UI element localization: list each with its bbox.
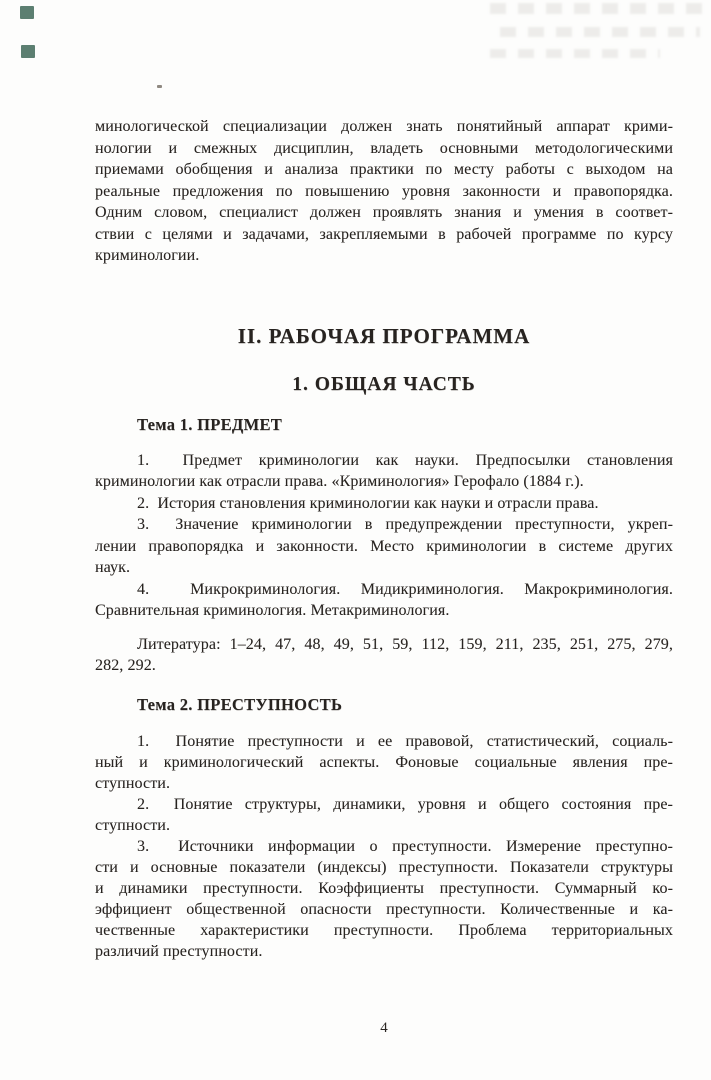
text-line: 2. История становления криминологии как науки и отрасли права. — [137, 494, 599, 512]
topic1-title: Тема 1. ПРЕДМЕТ — [137, 414, 283, 434]
text-line: ступности. — [95, 816, 171, 834]
text-line: криминологии как отрасли права. «Криминология» Герофало (1884 г.). — [95, 473, 584, 490]
literature-paragraph — [95, 634, 673, 677]
text-line: Сравнительная криминология. Метакриминология. — [95, 602, 450, 619]
topic2-items — [95, 731, 673, 962]
text-line: наук. — [95, 559, 131, 576]
text-column — [95, 0, 673, 962]
text-line: 1. Предмет криминологии как науки. Предпосылки становления — [137, 451, 673, 469]
text-line: сти и основные показатели (индексы) преступности. Показатели структуры — [95, 858, 673, 876]
text-line: ный и криминологический аспекты. Фоновые социальные явления пре- — [95, 753, 673, 771]
text-line: 3. Источники информации о преступности. Измерение преступно- — [137, 837, 673, 855]
section-heading: 1. ОБЩАЯ ЧАСТЬ — [292, 373, 476, 395]
text-line: чественные характеристики преступности. Проблема территориальных — [95, 921, 673, 939]
text-line: различий преступности. — [95, 942, 263, 960]
text-line: ступности. — [95, 774, 171, 792]
text-line: минологической специализации должен знать понятийный аппарат крими- — [95, 118, 673, 135]
text-line: ствии с целями и задачами, закрепляемыми в рабочей программе по курсу — [95, 225, 673, 243]
topic1-items — [95, 450, 673, 622]
text-line: криминологии. — [95, 247, 200, 264]
corner-mark — [21, 45, 35, 58]
page-number: 4 — [380, 1020, 388, 1036]
text-line: реальные предложения по повышению уровня законности и правопорядка. — [95, 182, 673, 200]
text-line: эффициент общественной опасности преступности. Количественные и ка- — [95, 900, 673, 918]
part-heading: II. РАБОЧАЯ ПРОГРАММА — [237, 323, 531, 348]
text-line: и динамики преступности. Коэффициенты преступности. Суммарный ко- — [95, 879, 673, 897]
text-line: лении правопорядка и законности. Место криминологии в системе других — [95, 537, 673, 555]
corner-mark — [20, 6, 34, 19]
text-line: 282, 292. — [95, 657, 156, 674]
text-line: 3. Значение криминологии в предупреждении преступности, укреп- — [137, 516, 673, 533]
text-line: приемами обобщения и анализа практики по месту работы с выходом на — [95, 161, 673, 178]
text-line: Литература: 1–24, 47, 48, 49, 51, 59, 112, 159, 211, 235, 251, 275, 279, — [137, 635, 673, 653]
text-line: Одним словом, специалист должен проявлять знания и умения в соответ- — [95, 204, 673, 221]
text-line: нологии и смежных дисциплин, владеть основными методологическими — [95, 139, 673, 157]
continuation-paragraph — [95, 116, 673, 267]
text-line: 1. Понятие преступности и ее правовой, статистический, социаль- — [137, 732, 673, 750]
text-line: 4. Микрокриминология. Мидикриминология. Макрокриминология. — [137, 580, 673, 598]
topic2-title: Тема 2. ПРЕСТУПНОСТЬ — [137, 694, 343, 714]
text-line: 2. Понятие структуры, динамики, уровня и общего состояния пре- — [137, 795, 673, 813]
